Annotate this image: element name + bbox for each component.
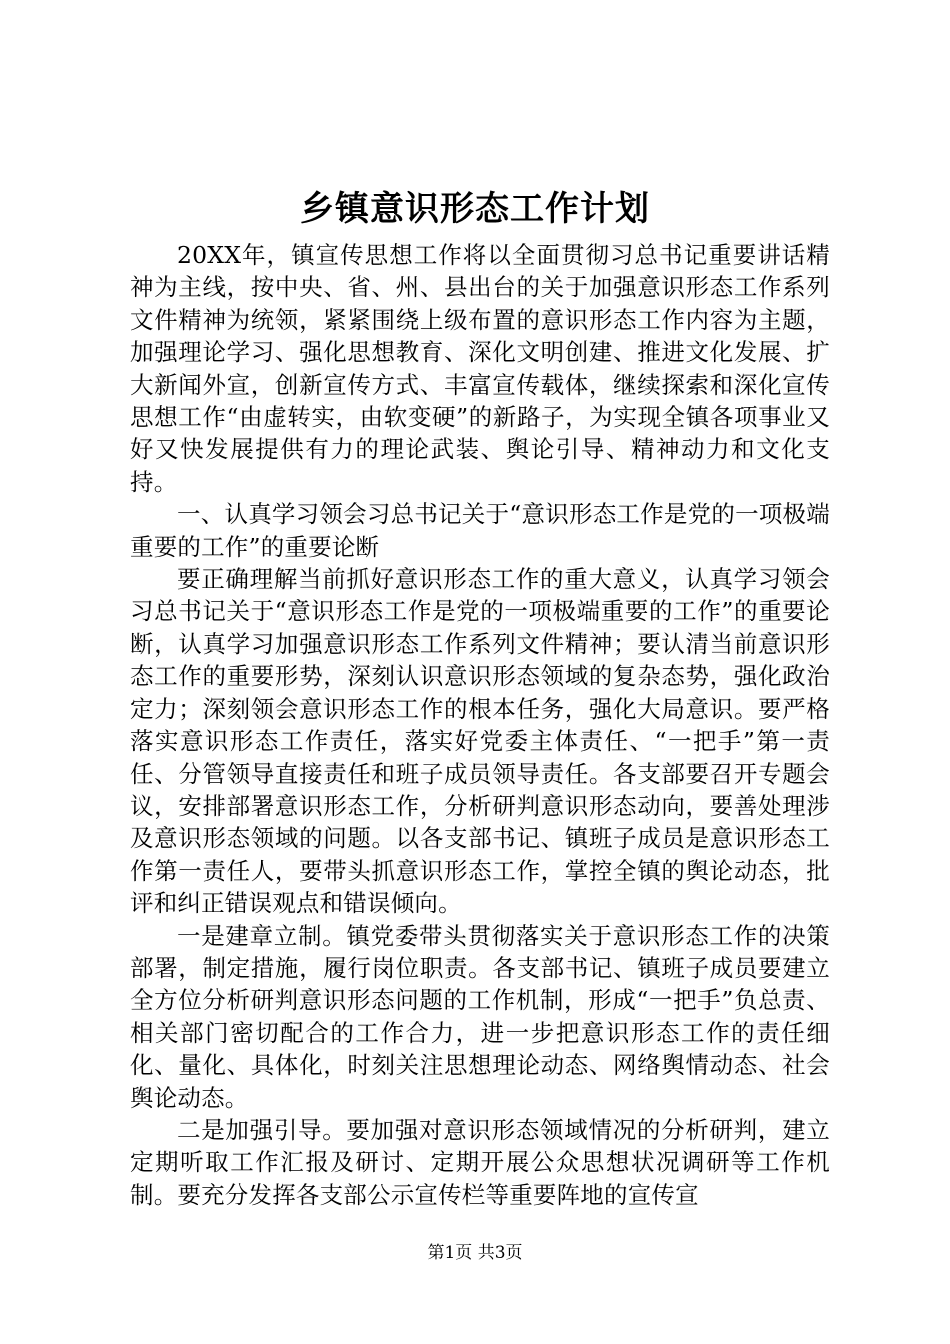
paragraph-section-one-heading: 一、认真学习领会习总书记关于“意识形态工作是党的一项极端重要的工作”的重要论断 (130, 500, 830, 561)
paragraph-section-one-body: 要正确理解当前抓好意识形态工作的重大意义，认真学习领会习总书记关于“意识形态工作是党的一项极端重要的工作”的重要论断，认真学习加强意识形态工作系列文件精神；要认清当前意识形态工作的重要形势，深刻认识意识形态领域的复杂态势，强化政治定力；深刻领会意识形态工作的根本任务，强化大局意识。要严格落实意识形态工作责任，落实好党委主体责任、“一把手”第一责任、分管领导直接责任和班子成员领导责任。各支部要召开专题会议，安排部署意识形态工作，分析研判意识形态动向，要善处理涉及意识形态领域的问题。以各支部书记、镇班子成员是意识形态工作第一责任人，要带头抓意识形态工作，掌控全镇的舆论动态，批评和纠正错误观点和错误倾向。 (130, 565, 830, 918)
paragraph-intro: 20XX年，镇宣传思想工作将以全面贯彻习总书记重要讲话精神为主线，按中央、省、州、县出台的关于加强意识形态工作系列文件精神为统领，紧紧围绕上级布置的意识形态工作内容为主题，加强理论学习、强化思想教育、深化文明创建、推进文化发展、扩大新闻外宣，创新宣传方式、丰富宣传载体，继续探索和深化宣传思想工作“由虚转实，由软变硬”的新路子，为实现全镇各项事业又好又快发展提供有力的理论武装、舆论引导、精神动力和文化支持。 (130, 241, 830, 496)
paragraph-item-one: 一是建章立制。镇党委带头贯彻落实关于意识形态工作的决策部署，制定措施，履行岗位职责。各支部书记、镇班子成员要建立全方位分析研判意识形态问题的工作机制，形成“一把手”负总责、相关部门密切配合的工作合力，进一步把意识形态工作的责任细化、量化、具体化，时刻关注思想理论动态、网络舆情动态、社会舆论动态。 (130, 921, 830, 1112)
document-title: 乡镇意识形态工作计划 (300, 189, 650, 229)
document-body (130, 239, 830, 1211)
page-footer: 第1页 共3页 (427, 1243, 523, 1263)
paragraph-item-two: 二是加强引导。要加强对意识形态领域情况的分析研判，建立定期听取工作汇报及研讨、定期开展公众思想状况调研等工作机制。要充分发挥各支部公示宣传栏等重要阵地的宣传宣 (130, 1115, 830, 1209)
